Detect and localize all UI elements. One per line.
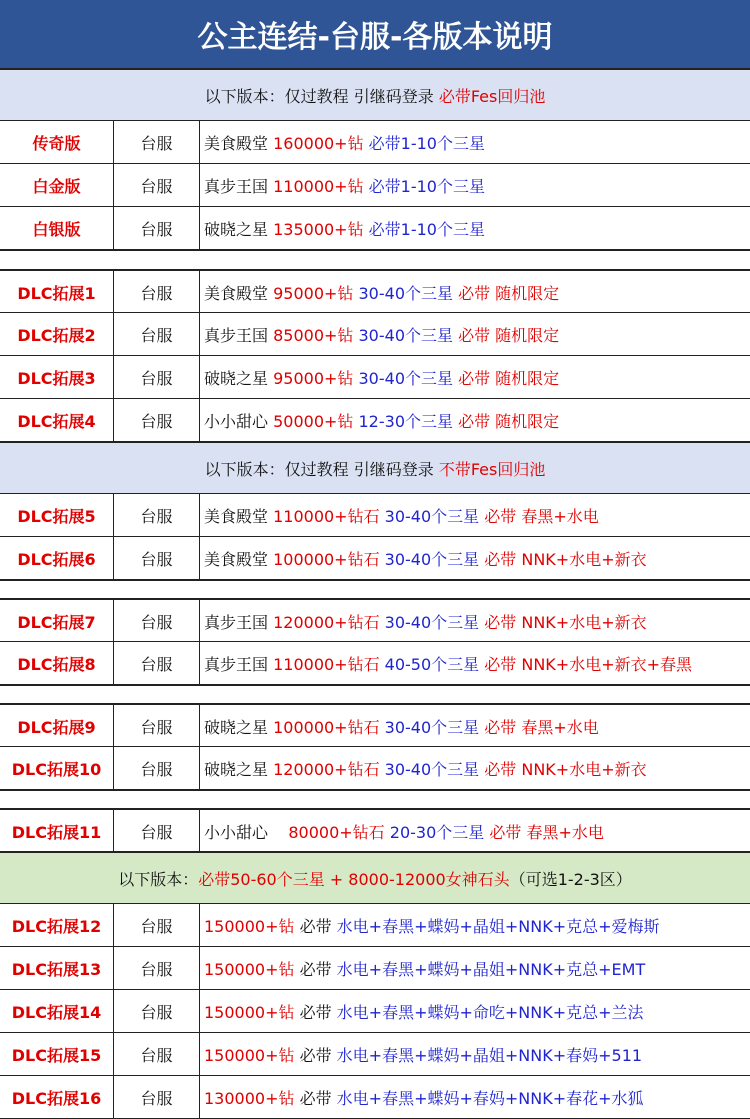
- description-part: 150000+钻: [204, 959, 300, 979]
- description-part: 破晓之星: [204, 219, 274, 239]
- description-cell: [200, 990, 750, 1032]
- description-cell: [200, 399, 750, 441]
- table-row: [0, 990, 750, 1033]
- server-cell: 台服: [114, 164, 200, 206]
- description-cell: [200, 494, 750, 536]
- description-part: 135000+钻: [273, 219, 369, 239]
- section-separator: [0, 250, 750, 270]
- table-row: [0, 704, 750, 747]
- description-part: 必带1-10个三星: [368, 219, 485, 239]
- description-part: 破晓之星: [204, 759, 274, 779]
- table-row: [0, 809, 750, 852]
- description-part: 30-40个三星: [384, 506, 485, 526]
- server-cell: 台服: [114, 1033, 200, 1075]
- description-part: 必带: [299, 1088, 337, 1108]
- description-part: 30-40个三星: [384, 759, 485, 779]
- description-part: 120000+钻石: [273, 759, 385, 779]
- server-cell: 台服: [114, 356, 200, 398]
- description-part: 100000+钻石: [273, 717, 385, 737]
- description-cell: [200, 313, 750, 355]
- band-highlight: 必带Fes回归池: [438, 86, 546, 106]
- section-separator: [0, 580, 750, 599]
- description-part: 必带 随机限定: [458, 368, 560, 388]
- band-suffix: （可选1-2-3区）: [509, 869, 632, 889]
- server-cell: 台服: [114, 747, 200, 789]
- description-part: 水电+春黑+蝶妈+春妈+NNK+春花+水狐: [336, 1088, 644, 1108]
- section-header-band: [0, 69, 750, 121]
- version-name-cell: DLC拓展13: [0, 947, 114, 989]
- table-row: [0, 313, 750, 356]
- description-part: 美食殿堂: [204, 506, 274, 526]
- server-cell: 台服: [114, 121, 200, 163]
- section-header-band: [0, 442, 750, 494]
- description-part: 150000+钻: [204, 1045, 300, 1065]
- description-part: 必带 随机限定: [458, 325, 560, 345]
- description-cell: [200, 600, 750, 642]
- description-part: 真步王国: [204, 612, 274, 632]
- description-part: 水电+春黑+蝶妈+晶姐+NNK+克总+爱梅斯: [336, 916, 660, 936]
- description-part: 必带 春黑+水电: [484, 717, 599, 737]
- band-highlight: 必带50-60个三星 + 8000-12000女神石头: [198, 869, 510, 889]
- description-part: 85000+钻: [273, 325, 359, 345]
- description-part: 30-40个三星: [384, 549, 485, 569]
- table-row: [0, 537, 750, 580]
- description-cell: [200, 1033, 750, 1075]
- table-row: [0, 164, 750, 207]
- version-name-cell: DLC拓展11: [0, 810, 114, 852]
- description-part: 20-30个三星: [389, 822, 490, 842]
- description-part: 必带1-10个三星: [368, 176, 485, 196]
- description-part: 120000+钻石: [273, 612, 385, 632]
- version-name-cell: DLC拓展7: [0, 600, 114, 642]
- server-cell: 台服: [114, 207, 200, 249]
- description-cell: [200, 164, 750, 206]
- description-part: 必带: [299, 916, 337, 936]
- band-prefix: 以下版本：仅过教程 引继码登录: [204, 459, 439, 479]
- version-name-cell: DLC拓展6: [0, 537, 114, 579]
- band-prefix: 以下版本：仅过教程 引继码登录: [204, 86, 439, 106]
- description-part: 30-40个三星: [384, 612, 485, 632]
- description-cell: [200, 537, 750, 579]
- description-part: 破晓之星: [204, 717, 274, 737]
- version-name-cell: DLC拓展5: [0, 494, 114, 536]
- description-part: 80000+钻石: [288, 822, 390, 842]
- band-highlight: 不带Fes回归池: [438, 459, 546, 479]
- table-row: [0, 1033, 750, 1076]
- description-part: 50000+钻: [273, 411, 359, 431]
- server-cell: 台服: [114, 810, 200, 852]
- description-part: 95000+钻: [273, 283, 359, 303]
- server-cell: 台服: [114, 947, 200, 989]
- description-part: 110000+钻石: [273, 506, 385, 526]
- version-name-cell: DLC拓展1: [0, 271, 114, 313]
- description-cell: [200, 356, 750, 398]
- description-part: 110000+钻石: [273, 654, 385, 674]
- description-part: 小小甜心: [204, 411, 274, 431]
- description-cell: [200, 705, 750, 747]
- server-cell: 台服: [114, 399, 200, 441]
- description-part: 100000+钻石: [273, 549, 385, 569]
- description-part: 必带 随机限定: [458, 283, 560, 303]
- description-part: 150000+钻: [204, 916, 300, 936]
- description-part: 必带 NNK+水电+新衣: [484, 549, 647, 569]
- server-cell: 台服: [114, 271, 200, 313]
- table-row: [0, 642, 750, 685]
- server-cell: 台服: [114, 1076, 200, 1118]
- band-prefix: 以下版本：: [118, 869, 199, 889]
- description-part: 必带: [299, 959, 337, 979]
- version-name-cell: 白金版: [0, 164, 114, 206]
- description-part: 30-40个三星: [358, 283, 459, 303]
- table-row: [0, 1076, 750, 1119]
- description-part: 110000+钻: [273, 176, 369, 196]
- version-name-cell: 白银版: [0, 207, 114, 249]
- version-name-cell: DLC拓展10: [0, 747, 114, 789]
- description-cell: [200, 271, 750, 313]
- description-part: 12-30个三星: [358, 411, 459, 431]
- description-cell: [200, 121, 750, 163]
- description-part: 小小甜心: [204, 822, 289, 842]
- description-part: 水电+春黑+蝶妈+晶姐+NNK+春妈+511: [336, 1045, 643, 1065]
- description-part: 真步王国: [204, 654, 274, 674]
- description-cell: [200, 207, 750, 249]
- description-part: 130000+钻: [204, 1088, 300, 1108]
- version-name-cell: 传奇版: [0, 121, 114, 163]
- description-part: 必带 春黑+水电: [489, 822, 604, 842]
- server-cell: 台服: [114, 600, 200, 642]
- description-part: 40-50个三星: [384, 654, 485, 674]
- description-part: 美食殿堂: [204, 133, 274, 153]
- description-part: 必带: [299, 1045, 337, 1065]
- section-separator: [0, 685, 750, 704]
- description-part: 必带 随机限定: [458, 411, 560, 431]
- description-part: 必带 NNK+水电+新衣: [484, 612, 647, 632]
- version-name-cell: DLC拓展15: [0, 1033, 114, 1075]
- table-row: [0, 904, 750, 947]
- table-row: [0, 270, 750, 313]
- description-part: 水电+春黑+蝶妈+命吃+NNK+克总+兰法: [336, 1002, 644, 1022]
- section-separator: [0, 790, 750, 809]
- description-part: 30-40个三星: [384, 717, 485, 737]
- version-name-cell: DLC拓展8: [0, 642, 114, 684]
- description-part: 破晓之星: [204, 368, 274, 388]
- table-row: [0, 356, 750, 399]
- description-part: 水电+春黑+蝶妈+晶姐+NNK+克总+EMT: [336, 959, 646, 979]
- description-cell: [200, 1076, 750, 1118]
- table-row: [0, 207, 750, 250]
- table-row: [0, 747, 750, 790]
- table-row: [0, 494, 750, 537]
- server-cell: 台服: [114, 705, 200, 747]
- description-part: 150000+钻: [204, 1002, 300, 1022]
- description-part: 必带 NNK+水电+新衣: [484, 759, 647, 779]
- description-cell: [200, 642, 750, 684]
- server-cell: 台服: [114, 904, 200, 946]
- description-part: 美食殿堂: [204, 549, 274, 569]
- description-part: 30-40个三星: [358, 325, 459, 345]
- table-row: [0, 121, 750, 164]
- description-part: 真步王国: [204, 325, 274, 345]
- section-header-band: [0, 852, 750, 904]
- description-part: 必带 NNK+水电+新衣+春黑: [484, 654, 693, 674]
- page-title: 公主连结-台服-各版本说明: [0, 0, 750, 69]
- version-name-cell: DLC拓展2: [0, 313, 114, 355]
- description-part: 必带1-10个三星: [368, 133, 485, 153]
- description-cell: [200, 947, 750, 989]
- server-cell: 台服: [114, 642, 200, 684]
- server-cell: 台服: [114, 990, 200, 1032]
- version-name-cell: DLC拓展14: [0, 990, 114, 1032]
- description-part: 30-40个三星: [358, 368, 459, 388]
- version-name-cell: DLC拓展3: [0, 356, 114, 398]
- description-cell: [200, 904, 750, 946]
- description-cell: [200, 747, 750, 789]
- table-row: [0, 399, 750, 442]
- table-row: [0, 947, 750, 990]
- description-part: 160000+钻: [273, 133, 369, 153]
- server-cell: 台服: [114, 313, 200, 355]
- description-part: 95000+钻: [273, 368, 359, 388]
- version-name-cell: DLC拓展16: [0, 1076, 114, 1118]
- version-name-cell: DLC拓展4: [0, 399, 114, 441]
- table-row: [0, 599, 750, 642]
- description-part: 真步王国: [204, 176, 274, 196]
- version-name-cell: DLC拓展12: [0, 904, 114, 946]
- description-part: 必带: [299, 1002, 337, 1022]
- server-cell: 台服: [114, 494, 200, 536]
- description-cell: [200, 810, 750, 852]
- description-part: 美食殿堂: [204, 283, 274, 303]
- version-name-cell: DLC拓展9: [0, 705, 114, 747]
- server-cell: 台服: [114, 537, 200, 579]
- description-part: 必带 春黑+水电: [484, 506, 599, 526]
